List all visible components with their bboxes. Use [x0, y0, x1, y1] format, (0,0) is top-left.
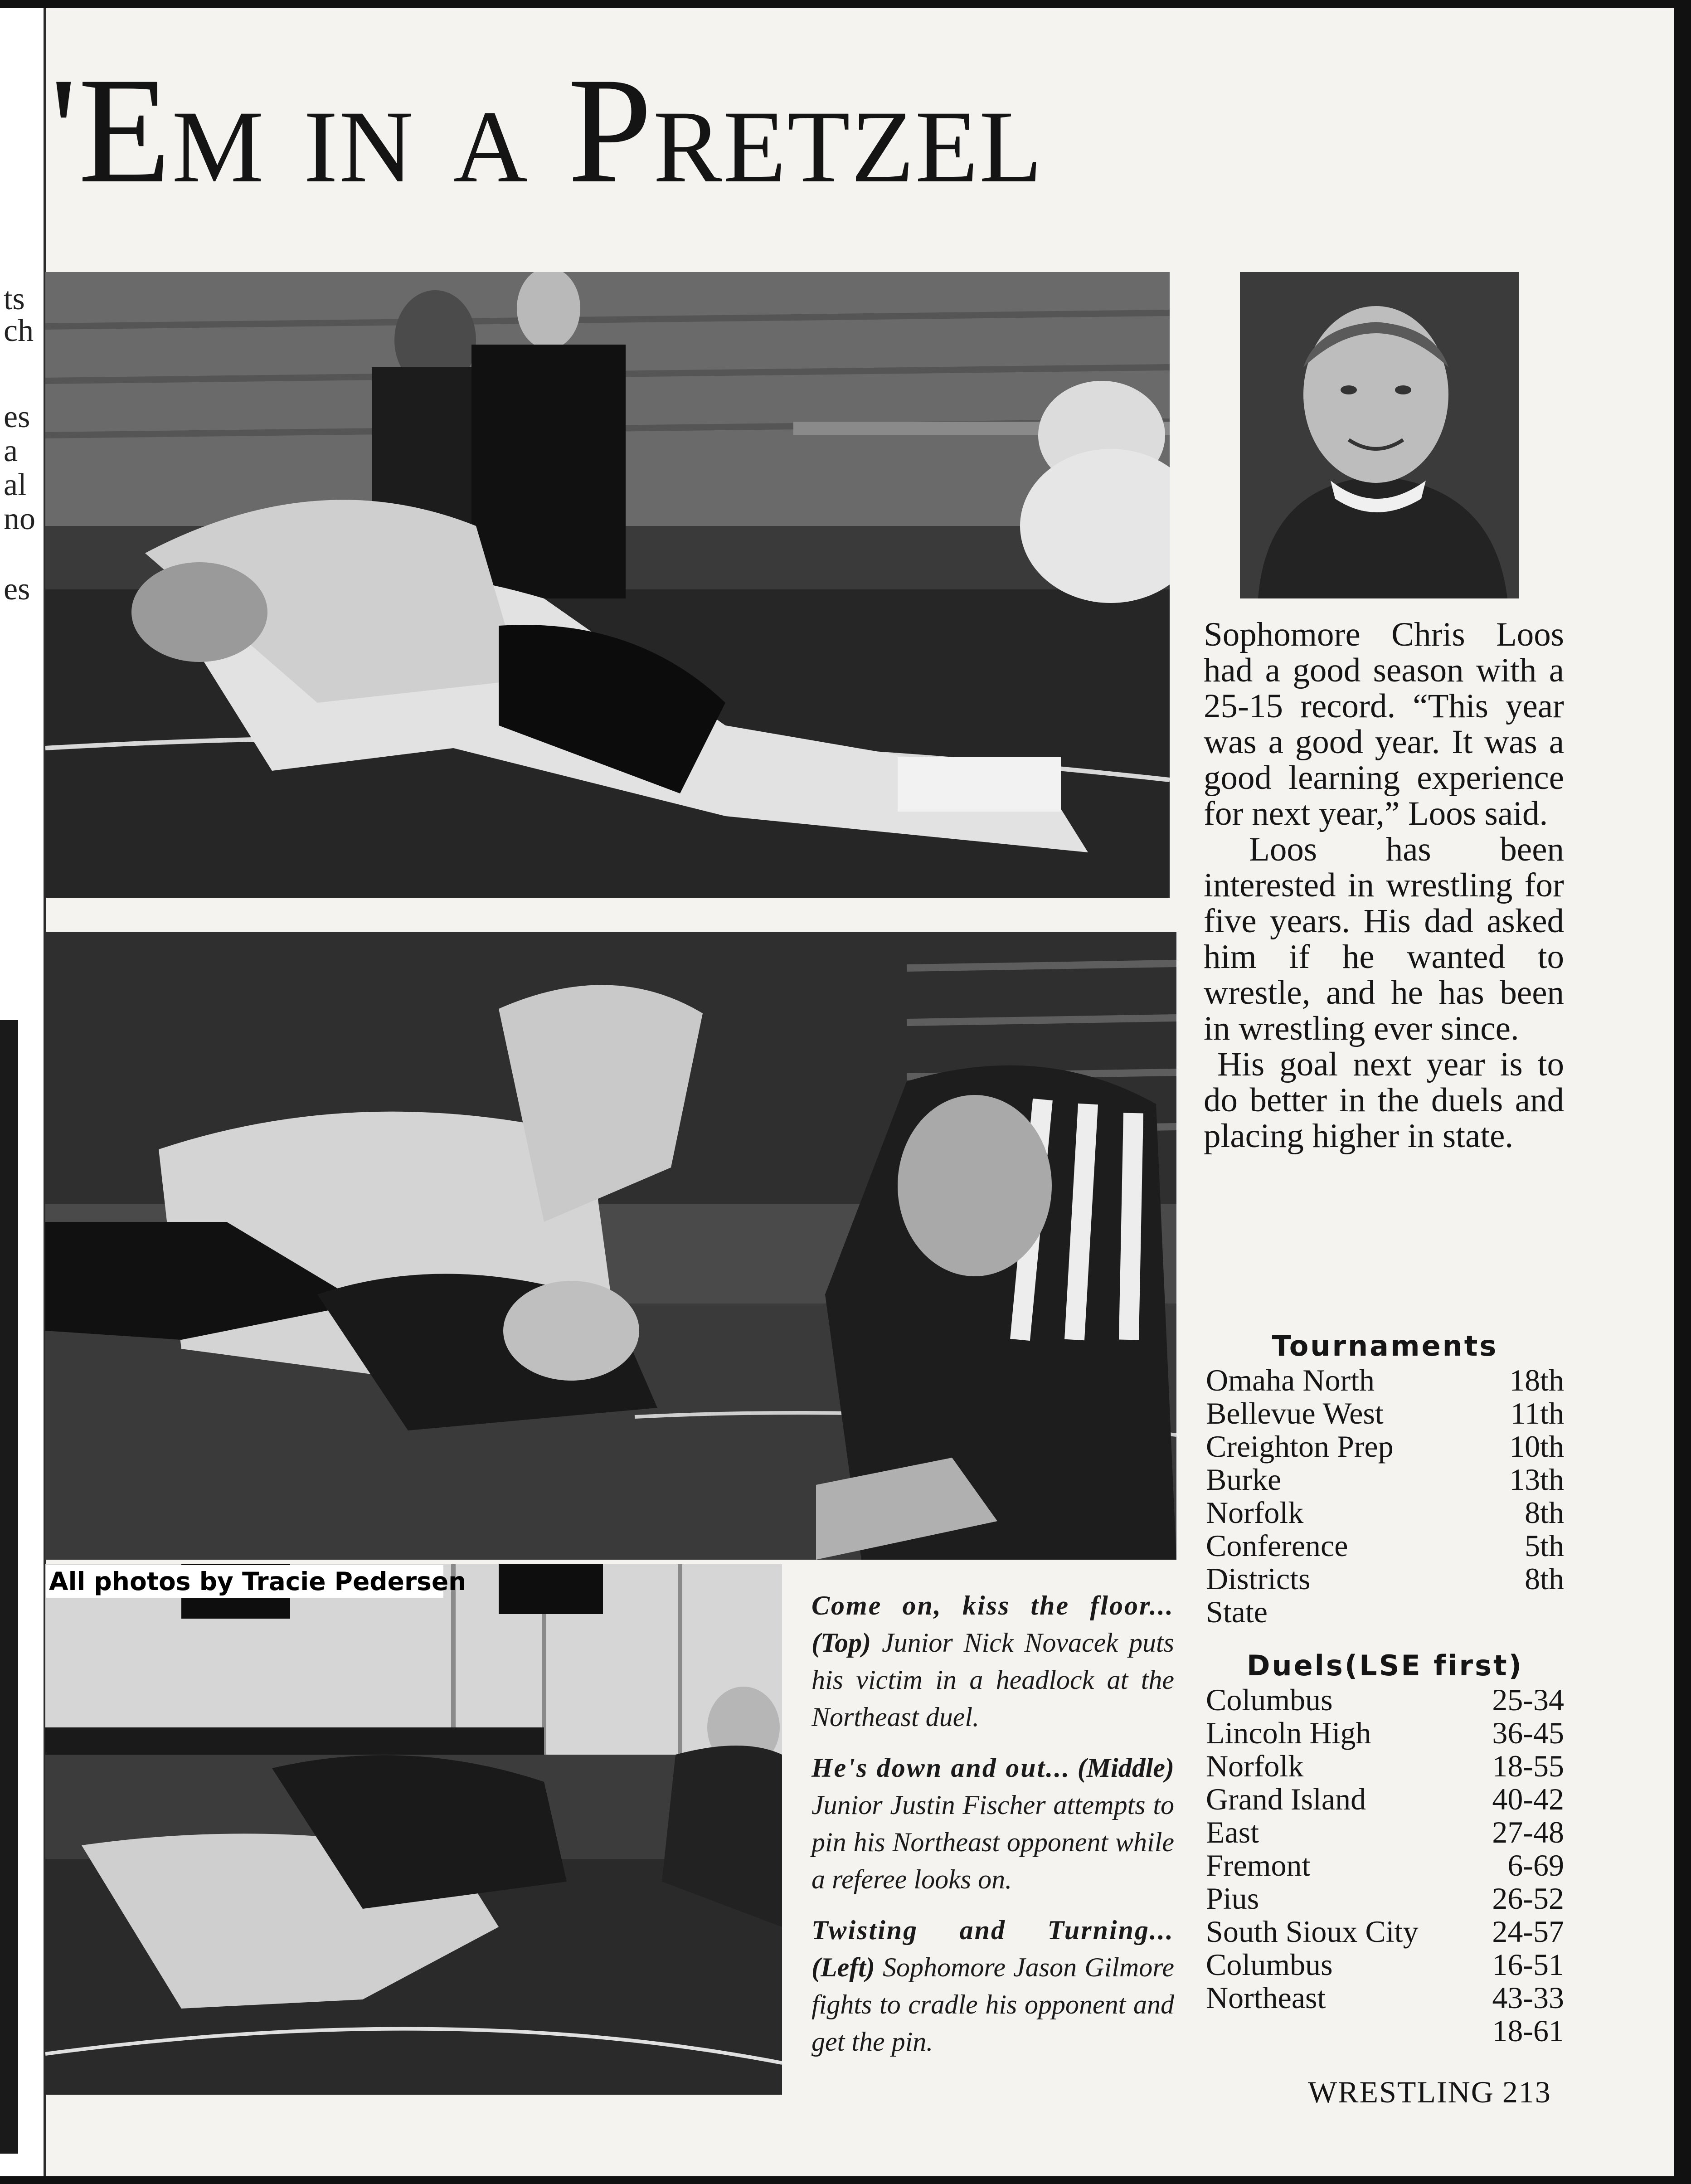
table-row: Pius 26-52 [1206, 1881, 1564, 1916]
table-row: Creighton Prep 10th [1206, 1429, 1564, 1464]
bleed-text: no [4, 501, 35, 536]
table-row: Grand Island 40-42 [1206, 1782, 1564, 1816]
folio-section: WRESTLING [1308, 2075, 1494, 2109]
bleed-text: es [4, 399, 30, 434]
photo-credit: All photos by Tracie Pedersen [46, 1565, 443, 1598]
table-row: Burke 13th [1206, 1462, 1564, 1497]
portrait-chris-loos [1240, 272, 1519, 598]
bleed-text: al [4, 467, 27, 502]
photo-captions [811, 1587, 1174, 2074]
duels-table [1206, 1648, 1564, 2048]
table-row: South Sioux City 24-57 [1206, 1914, 1564, 1949]
title-word: EM [78, 46, 265, 214]
bleed-text: a [4, 433, 18, 468]
page-folio [1308, 2074, 1551, 2110]
scan-border-right [1674, 0, 1691, 2184]
scan-border-top [0, 0, 1691, 8]
table-row: Omaha North 18th [1206, 1363, 1564, 1397]
caption-top: Come on, kiss the floor... (Top) Junior Nick Novacek puts his victim in a headlock at the Northeast duel. [811, 1591, 1174, 1732]
table-row: Bellevue West 11th [1206, 1396, 1564, 1430]
table-row: Norfolk 8th [1206, 1495, 1564, 1530]
profile-paragraph: Loos has been interested in wrestling for five years. His dad asked him if he wanted to wrestle, and he has been in wrestling ever since. [1204, 831, 1564, 1047]
folio-page-number: 213 [1502, 2075, 1551, 2109]
tournaments-heading: Tournaments [1272, 1329, 1498, 1362]
photo-left-wrestlers [45, 1564, 782, 2095]
table-row: Northeast 43-33 [1206, 1980, 1564, 2015]
table-row: East 27-48 [1206, 1815, 1564, 1849]
photo-middle-wrestlers [45, 932, 1176, 1560]
table-row: Columbus 16-51 [1206, 1947, 1564, 1982]
table-row: 18-61 [1492, 2014, 1564, 2048]
scan-border-bottom [0, 2176, 1691, 2184]
bleed-text: ch [4, 313, 34, 348]
bleed-text: ts [4, 282, 25, 316]
photo-top-wrestlers [45, 272, 1170, 898]
profile-paragraph: His goal next year is to do better in the duels and placing higher in state. [1204, 1046, 1564, 1155]
table-row: Norfolk 18-55 [1206, 1749, 1564, 1783]
caption-middle: He's down and out... (Middle) Junior Justin Fischer attempts to pin his Northeast opponent while a referee looks on. [811, 1753, 1174, 1894]
bleed-text: es [4, 572, 30, 607]
tournaments-table [1206, 1328, 1564, 1629]
table-row: Columbus 25-34 [1206, 1683, 1564, 1717]
page-title [50, 46, 1043, 214]
title-word: PRETZEL [568, 46, 1043, 214]
table-row: Districts 8th [1206, 1561, 1564, 1596]
player-profile [1204, 617, 1564, 1154]
title-apostrophe: ' [50, 46, 78, 214]
table-row: Conference 5th [1206, 1528, 1564, 1563]
binding-shadow [0, 1020, 18, 2154]
table-row: State [1206, 1595, 1268, 1629]
duels-heading: Duels(LSE first) [1247, 1649, 1523, 1682]
table-row: Lincoln High 36-45 [1206, 1716, 1564, 1750]
title-word: A [453, 90, 529, 204]
caption-left: Twisting and Turning... (Left) Sophomore Jason Gilmore fights to cradle his opponent and get the pin. [811, 1915, 1174, 2057]
title-word: IN [303, 90, 415, 204]
table-row: Fremont 6-69 [1206, 1848, 1564, 1882]
profile-paragraph: Sophomore Chris Loos had a good season with a 25-15 record. “This year was a good year. It was a good learning experience for next year,” Loos said. [1204, 616, 1564, 832]
